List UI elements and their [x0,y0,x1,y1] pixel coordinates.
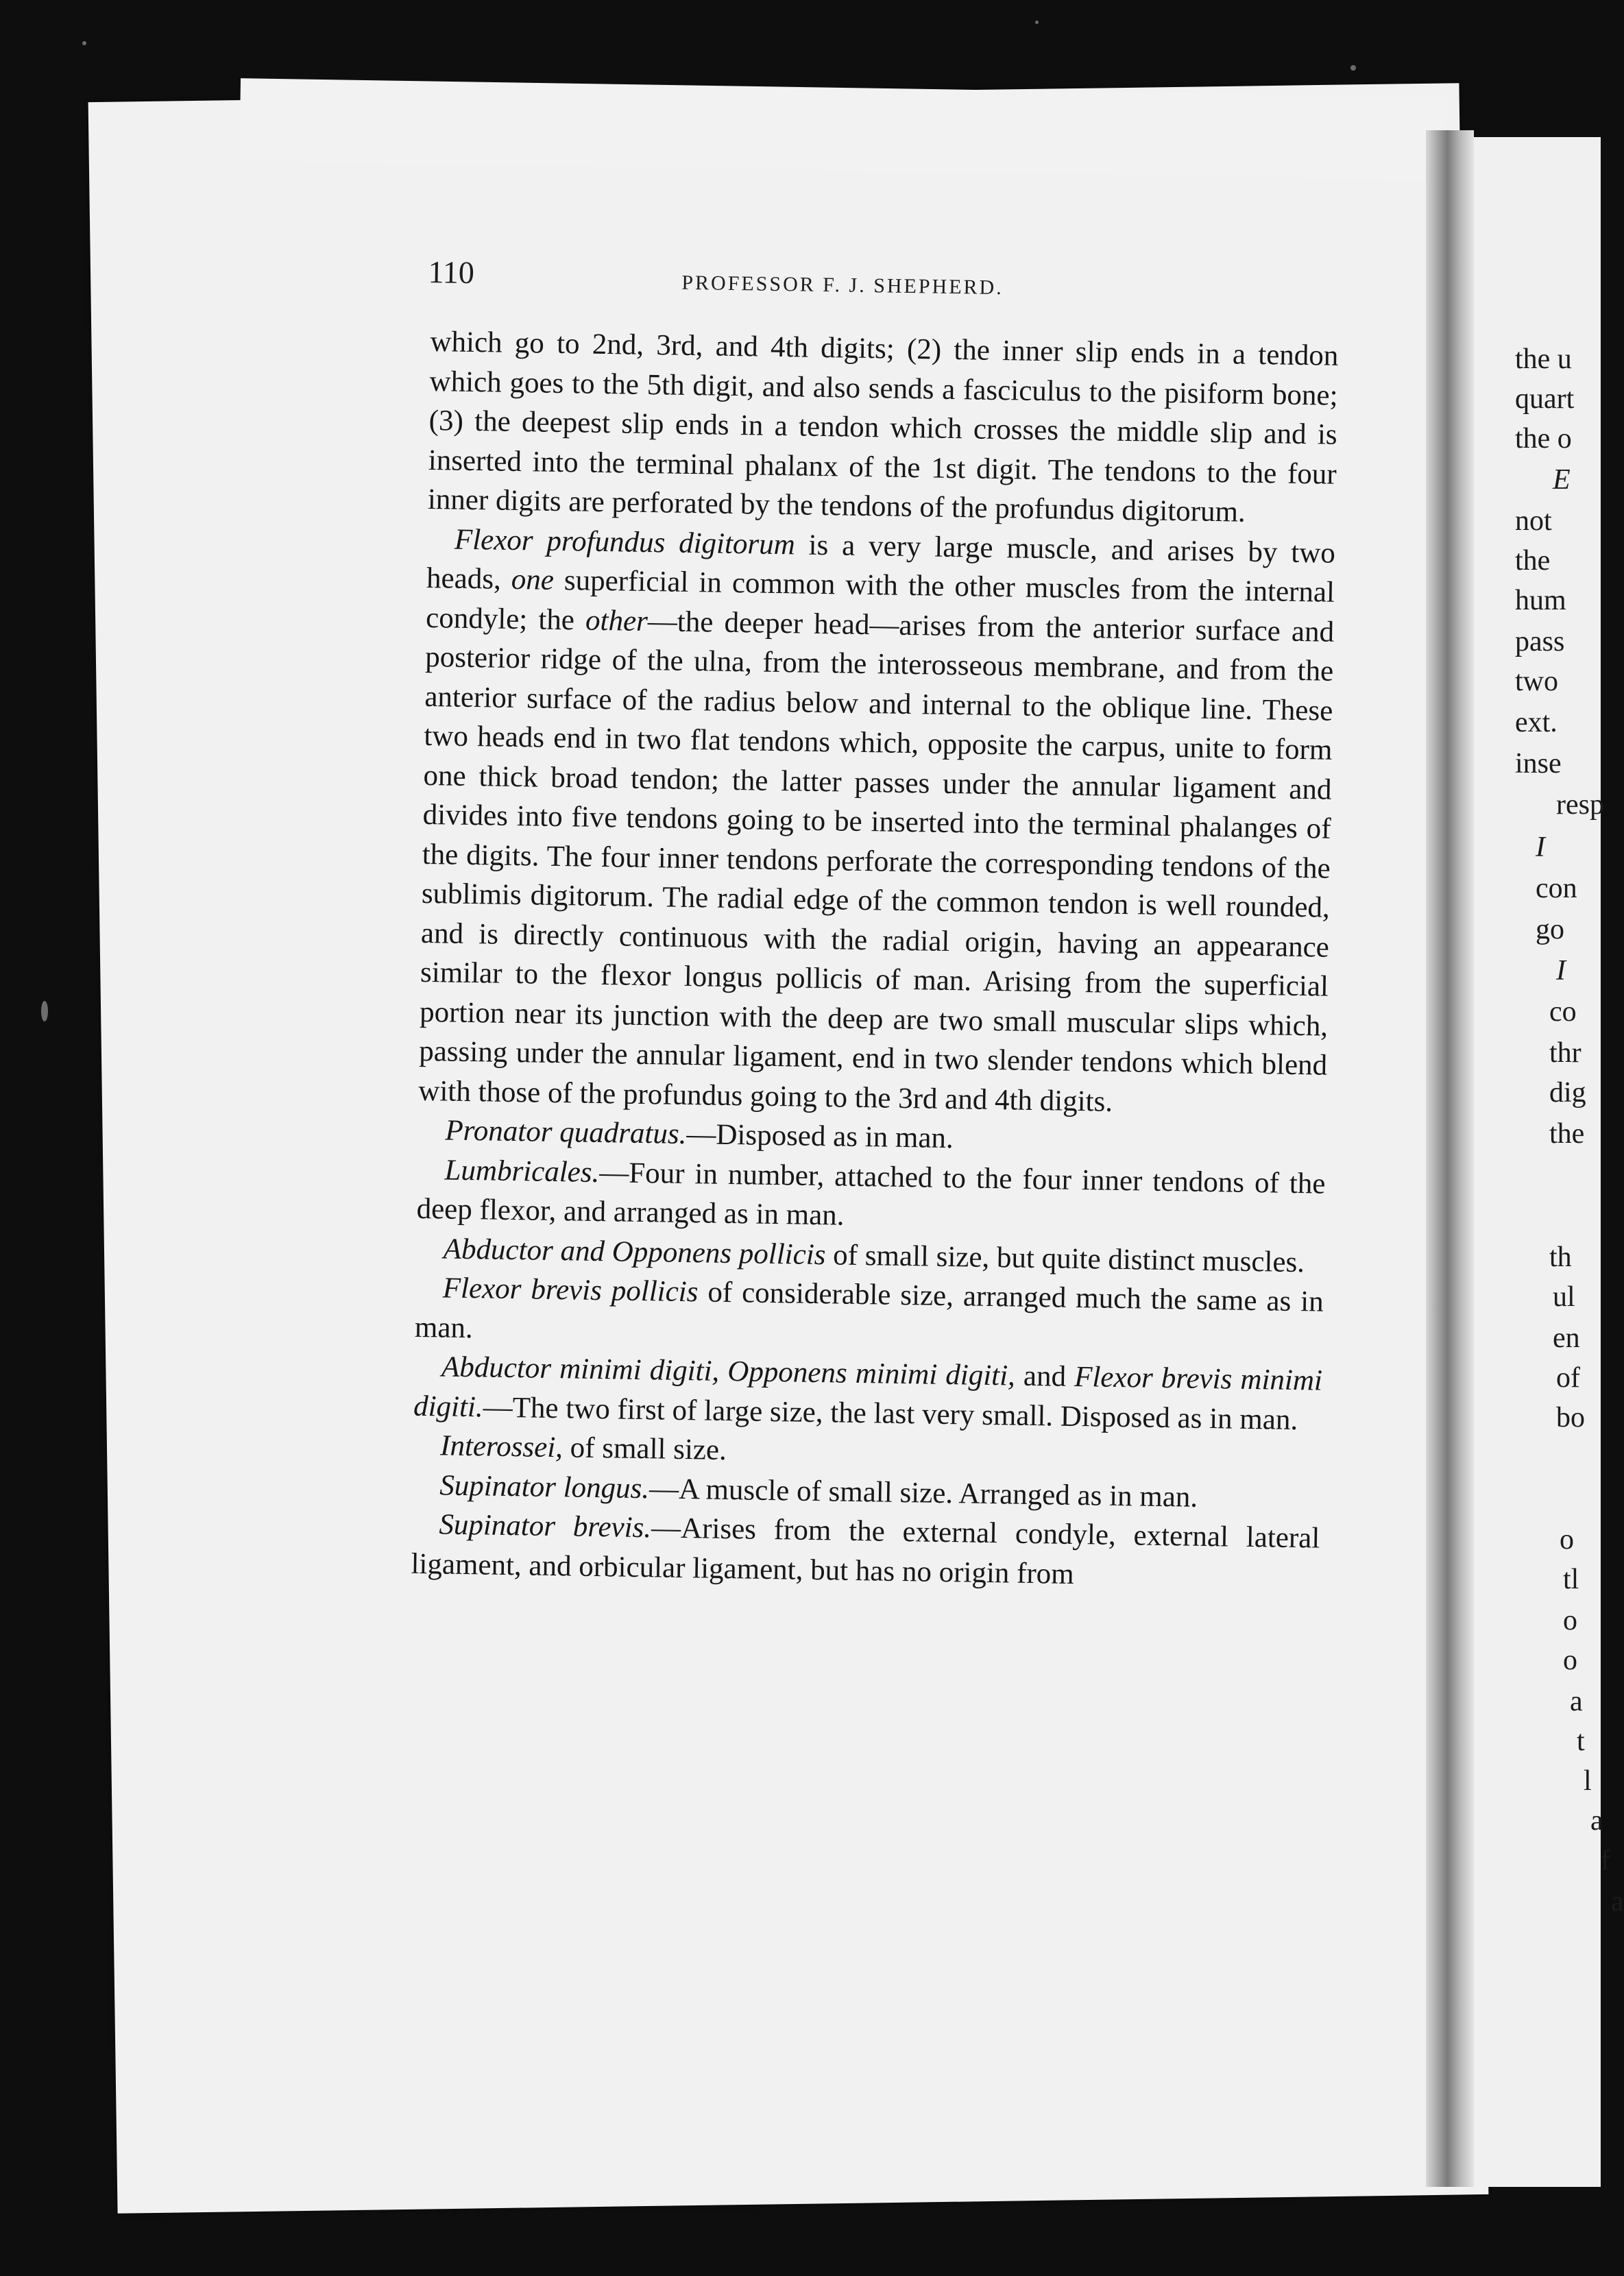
facing-page-line: the u [1515,343,1572,375]
facing-page-line: ul [1553,1281,1575,1313]
facing-page-line: I [1536,832,1545,863]
facing-page-line: con [1536,873,1577,904]
facing-page-line: l [1584,1765,1592,1797]
paragraph-text: superficial in common with the other muscles from the internal condyle; the [425,564,1335,637]
facing-page-line: the o [1515,423,1572,455]
muscle-term: Supinator brevis. [439,1508,652,1545]
facing-page-line: the [1549,1118,1585,1150]
paragraph-supinator-brevis [411,1505,1320,1598]
emphasis: other [585,604,649,638]
facing-page-line: thr [1549,1037,1581,1069]
facing-page-line: a [1570,1686,1583,1717]
facing-page-line: co [1549,996,1577,1028]
paragraph-lumbricales [416,1150,1326,1243]
running-head: PROFESSOR F. J. SHEPHERD. [681,271,1004,300]
scan-speck [1350,65,1356,71]
paragraph-text: —Arises from the external condyle, external lateral ligament, and orbicular ligament, but has no origin from [411,1512,1320,1590]
paragraph-continuation [427,322,1338,533]
page-number: 110 [428,254,475,291]
facing-page-line: tl [1563,1564,1579,1595]
paragraph-text: —the deeper head—arises from the anterior surface and posterior ridge of the ulna, from the interosseous membrane, and from the anterior surface of the radius below and internal to the oblique line. These two heads end in two flat tendons which, opposite the carpus, unite to form one thick broad tendon; the latter passes under the annular ligament and divides into five tendons going to be inserted into the terminal phalanges of the digits. The four inner tendons perforate the corresponding tendons of the sublimis digitorum. The radial edge of the common tendon is well rounded, and is directly continuous with the radial origin, having an appearance similar to the flexor longus pollicis of man. Arising from the superficial portion near its junction with the deep are two small muscular slips which, passing under the annular ligament, end in two slender tendons which blend with those of the profundus going to the 3rd and 4th digits. [418,605,1335,1118]
muscle-term: Flexor profundus digitorum [454,523,796,561]
facing-page-line: th [1549,1242,1572,1273]
muscle-term: Abductor and Opponens pollicis [443,1232,826,1271]
paragraph-minimi-digiti [413,1347,1323,1440]
muscle-term: Pronator quadratus. [445,1114,687,1151]
paragraph-text: is a very large muscle, and arises by two heads, [426,528,1336,596]
paragraph-text: of small size. [562,1431,727,1466]
facing-page-line: the [1515,545,1551,577]
facing-page-line: resp [1556,789,1604,821]
facing-page-line: go [1536,914,1564,945]
facing-page-line: bo [1556,1402,1585,1433]
paragraph-text: of small size, but quite distinct muscles. [825,1238,1305,1279]
muscle-term: Supinator longus. [439,1468,650,1505]
facing-page-line: t [1577,1726,1585,1757]
muscle-term: Abductor minimi digiti, Opponens minimi digiti, [441,1351,1016,1392]
facing-page-line: quart [1515,383,1575,415]
muscle-term: Flexor brevis minimi digiti. [413,1360,1323,1423]
paragraph-text: —A muscle of small size. Arranged as in man. [649,1472,1198,1514]
paragraph-text: which go to 2nd, 3rd, and 4th digits; (2) the inner slip ends in a tendon which goes to the 5th digit, and also sends a fasciculus to the pisiform bone; (3) the deepest slip ends in a tendon which crosses the middle slip and is inserted into the terminal phalanx of the 1st digit. The tendons to the four inner digits are perforated by the tendons of the profundus digitorum. [427,325,1339,529]
facing-page-line: of [1556,1362,1580,1394]
facing-page-line: I [1556,955,1566,986]
emphasis: one [511,563,555,596]
facing-page-line: ext. [1515,707,1558,738]
facing-page-line: not [1515,505,1552,537]
scan-speck [1035,21,1039,24]
facing-page-line: a [1590,1805,1603,1837]
facing-page-line: o [1560,1524,1574,1555]
facing-page-line: two [1515,666,1558,697]
paragraph-flexor-brevis-pollicis [415,1268,1324,1361]
muscle-term: Flexor brevis pollicis [442,1272,699,1309]
paragraph-text: —Disposed as in man. [686,1118,954,1155]
facing-page-line: f [1601,1845,1610,1876]
paragraph-text: of considerable size, arranged much the same as in man. [414,1276,1324,1344]
facing-page-line: hum [1515,585,1566,616]
book-gutter [1426,130,1474,2187]
paragraph-text: —Four in number, attached to the four inner tendons of the deep flexor, and arranged as in man. [416,1156,1326,1232]
scan-speck [82,41,86,45]
facing-page-line: inse [1515,748,1562,779]
paragraph-text: —The two first of large size, the last very small. Disposed as in man. [483,1390,1298,1436]
facing-page-line: en [1553,1322,1580,1354]
scan-speck [41,1001,48,1021]
facing-page-line: a [1611,1886,1624,1917]
muscle-term: Lumbricales. [444,1153,600,1189]
facing-page-line: dig [1549,1077,1586,1109]
paragraph-text: and [1015,1359,1075,1393]
facing-page-line: pass [1515,626,1565,657]
facing-page-line: E [1553,464,1571,496]
paragraph-flexor-profundus [418,519,1335,1124]
muscle-term: Interossei, [439,1429,563,1464]
facing-page-line: o [1563,1645,1577,1676]
body-text [411,322,1339,1598]
facing-page-line: o [1563,1605,1577,1636]
